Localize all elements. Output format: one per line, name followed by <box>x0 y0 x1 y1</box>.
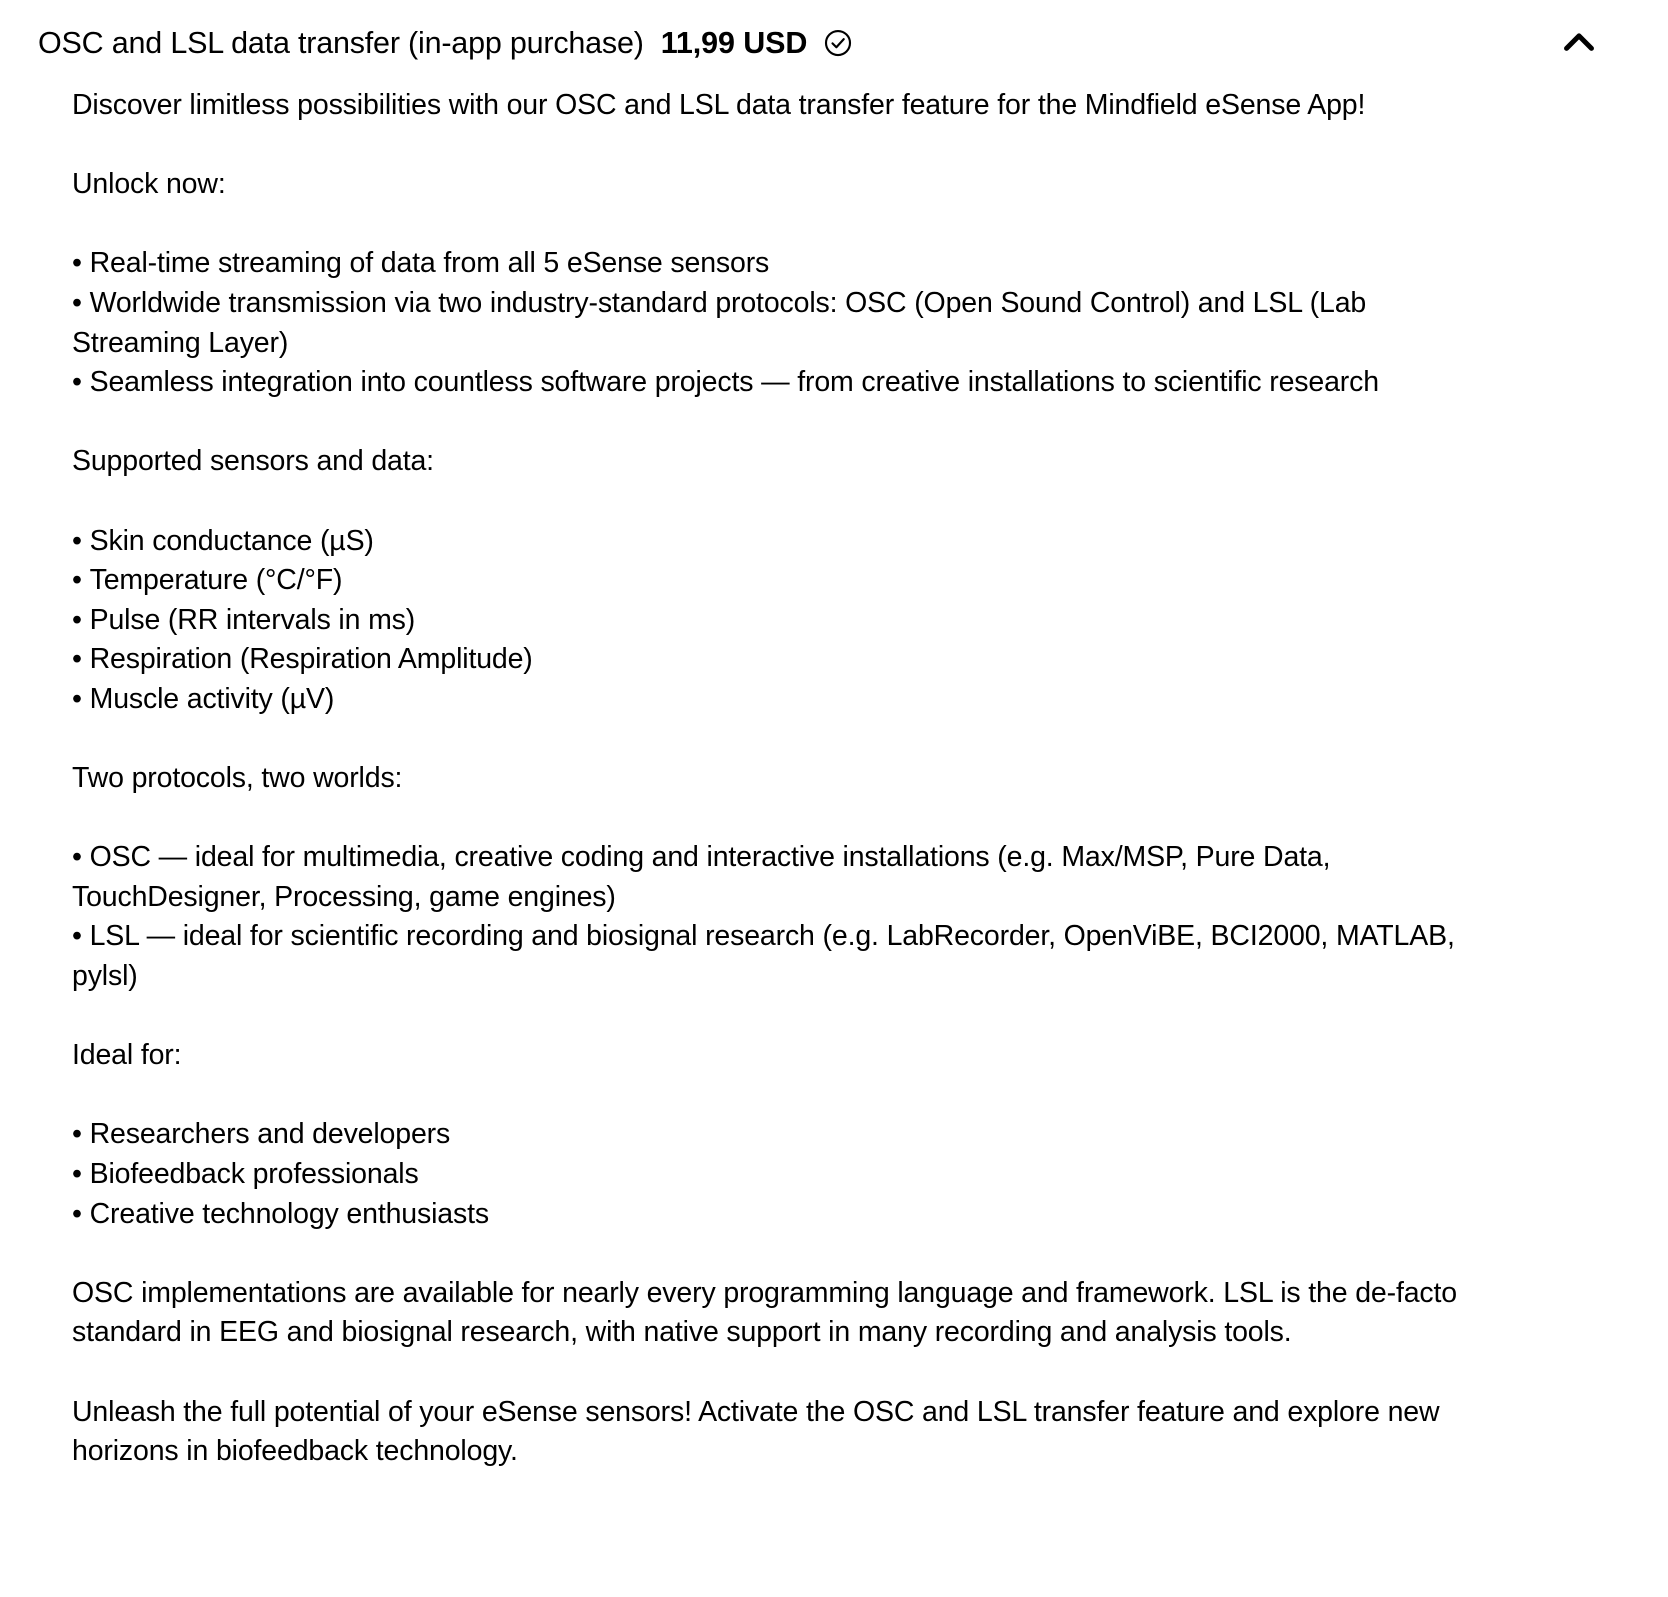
list-item: • Muscle activity (µV) <box>72 680 1502 720</box>
spacer <box>72 1234 1606 1274</box>
protocols-heading: Two protocols, two worlds: <box>72 762 403 795</box>
spacer <box>72 126 1606 166</box>
list-item: • OSC — ideal for multimedia, creative coding and interactive installations (e.g. Max/MSP, Pure Data, TouchDesigner, Processing, game engines) <box>72 838 1502 917</box>
chevron-up-icon[interactable] <box>1556 20 1602 66</box>
list-item: • Worldwide transmission via two industry-standard protocols: OSC (Open Sound Control) and LSL (Lab Streaming Layer) <box>72 284 1502 363</box>
price-label: 11,99 USD <box>660 25 808 60</box>
list-item: • Creative technology enthusiasts <box>72 1195 1502 1235</box>
ideal-for-heading: Ideal for: <box>72 1039 182 1072</box>
accordion-title: OSC and LSL data transfer (in-app purchase) <box>38 25 644 60</box>
list-item: • Biofeedback professionals <box>72 1155 1502 1195</box>
unlock-bullet-list <box>72 244 1606 402</box>
intro-paragraph: Discover limitless possibilities with our OSC and LSL data transfer feature for the Mindfield eSense App! <box>72 89 1366 121</box>
list-item: • Researchers and developers <box>72 1115 1502 1155</box>
closing-paragraph-1: OSC implementations are available for nearly every programming language and framework. LSL is the de-facto standard in EEG and biosignal research, with native support in many recording and analysis tools. <box>72 1276 1457 1349</box>
list-item: • LSL — ideal for scientific recording and biosignal research (e.g. LabRecorder, OpenViBE, BCI2000, MATLAB, pylsl) <box>72 917 1502 996</box>
spacer <box>72 1076 1606 1116</box>
spacer <box>72 720 1606 760</box>
closing-paragraph-2: Unleash the full potential of your eSense sensors! Activate the OSC and LSL transfer feature and explore new horizons in biofeedback technology. <box>72 1395 1440 1468</box>
spacer <box>72 799 1606 839</box>
list-item: • Respiration (Respiration Amplitude) <box>72 640 1502 680</box>
sensors-bullet-list <box>72 522 1606 720</box>
unlock-heading: Unlock now: <box>72 168 226 201</box>
protocols-bullet-list <box>72 838 1606 996</box>
spacer <box>72 997 1606 1037</box>
list-item: • Seamless integration into countless software projects — from creative installations to scientific research <box>72 363 1502 403</box>
check-circle-icon <box>823 28 853 58</box>
list-item: • Skin conductance (µS) <box>72 522 1502 562</box>
spacer <box>72 1353 1606 1393</box>
accordion-content <box>0 86 1668 1472</box>
list-item: • Pulse (RR intervals in ms) <box>72 601 1502 641</box>
spacer <box>72 482 1606 522</box>
accordion-header[interactable] <box>0 0 1668 86</box>
spacer <box>72 205 1606 245</box>
list-item: • Real-time streaming of data from all 5 eSense sensors <box>72 244 1502 284</box>
list-item: • Temperature (°C/°F) <box>72 561 1502 601</box>
spacer <box>72 403 1606 443</box>
sensors-heading: Supported sensors and data: <box>72 445 434 478</box>
ideal-for-bullet-list <box>72 1115 1606 1234</box>
